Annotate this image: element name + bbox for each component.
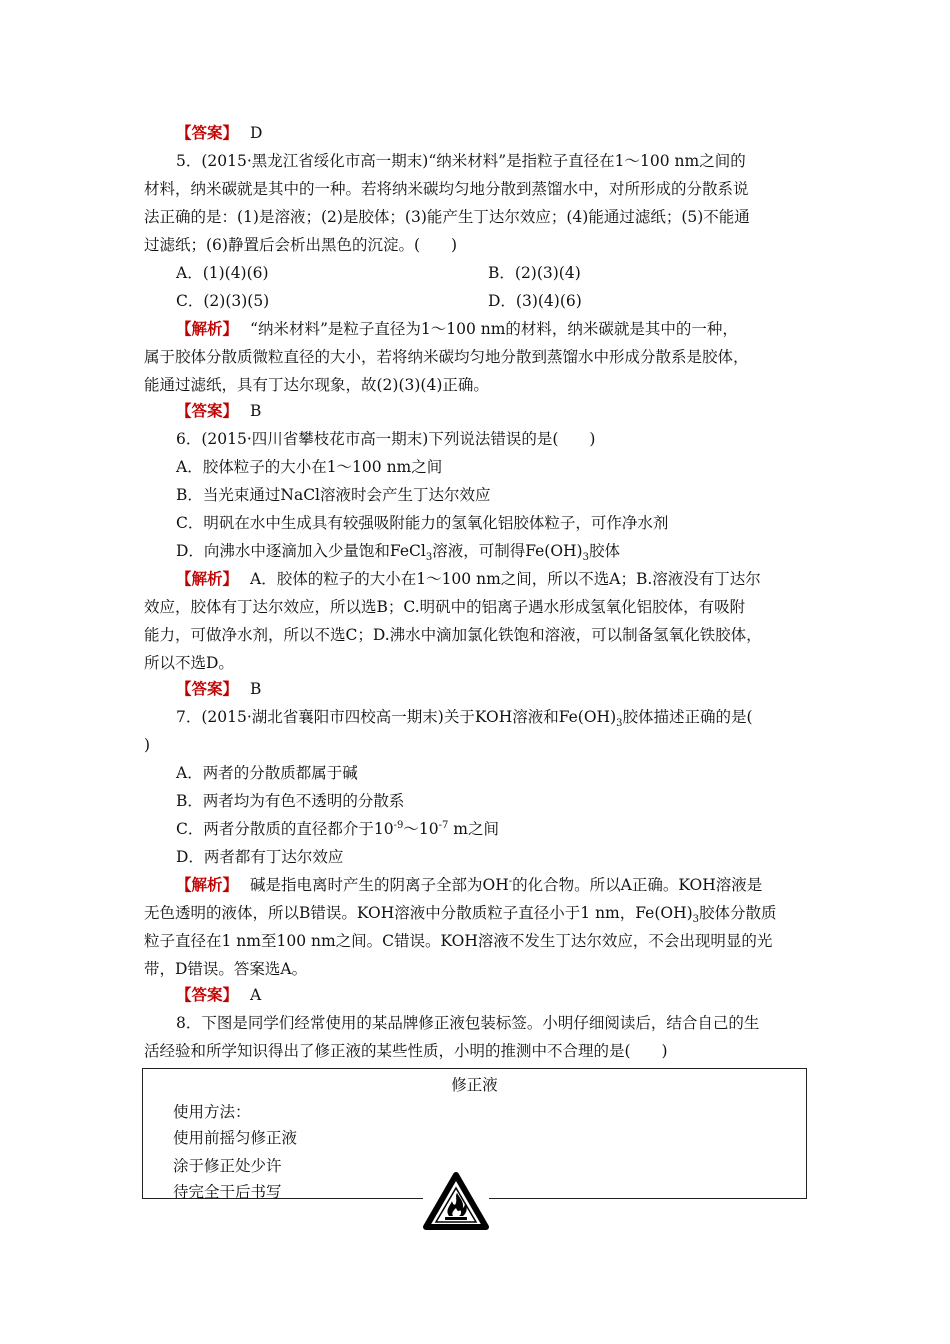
- q5-stem-line-2: 材料，纳米碳就是其中的一种。若将纳米碳均匀地分散到蒸馏水中，对所形成的分散系说: [144, 180, 749, 198]
- q7-stem-line-2: ): [144, 736, 151, 754]
- answer-tag: 【答案】: [176, 679, 239, 698]
- q7-analysis-line-2: [144, 903, 777, 926]
- q6-option-c: C．明矾在水中生成具有较强吸附能力的氢氧化铝胶体粒子，可作净水剂: [176, 514, 669, 532]
- q7-option-d: D．两者都有丁达尔效应: [176, 848, 344, 866]
- superscript: -7: [438, 819, 449, 831]
- q5-stem-line-3: 法正确的是：(1)是溶液；(2)是胶体；(3)能产生丁达尔效应；(4)能通过滤纸；(5)不能通: [144, 208, 750, 226]
- q7-answer-line: [176, 985, 261, 1005]
- q7-stem-part1: 7．(2015·湖北省襄阳市四校高一期末)关于KOH溶液和Fe(OH): [176, 708, 617, 726]
- subscript: 3: [425, 552, 433, 564]
- label-line-2: 使用前摇匀修正液: [173, 1129, 298, 1147]
- q6-option-d-part3: 胶体: [588, 542, 620, 560]
- superscript: -9: [393, 819, 404, 831]
- q6-option-d-part2: 溶液，可制得Fe(OH): [432, 542, 583, 560]
- answer-tag: 【答案】: [176, 985, 239, 1004]
- q7-analysis-l2-part2: 胶体分散质: [699, 904, 777, 922]
- q5-option-a: A．(1)(4)(6): [176, 264, 269, 282]
- q6-analysis-line-2: 效应，胶体有丁达尔效应，所以选B；C.明矾中的铝离子遇水形成氢氧化铝胶体，有吸附: [144, 598, 746, 616]
- q7-analysis-line-3: 粒子直径在1 nm至100 nm之间。C错误。KOH溶液不发生丁达尔效应，不会出现明显的光: [144, 932, 773, 950]
- q7-analysis-line-4: 带，D错误。答案选A。: [144, 960, 308, 978]
- answer-tag: 【答案】: [176, 401, 239, 420]
- q6-option-b: B．当光束通过NaCl溶液时会产生丁达尔效应: [176, 486, 491, 504]
- q6-stem: 6．(2015·四川省攀枝花市高一期末)下列说法错误的是( ): [176, 430, 596, 448]
- subscript: 3: [616, 718, 623, 730]
- analysis-tag: 【解析】: [176, 569, 239, 588]
- q7-option-b: B．两者均为有色不透明的分散系: [176, 792, 405, 810]
- q8-stem-line-2: 活经验和所学知识得出了修正液的某些性质，小明的推测中不合理的是( ): [144, 1042, 668, 1060]
- q6-analysis-line-4: 所以不选D。: [144, 654, 234, 672]
- q5-stem-line-4: 过滤纸；(6)静置后会析出黑色的沉淀。( ): [144, 236, 458, 254]
- q7-option-c-part1: C．两者分散质的直径都介于10: [176, 820, 394, 838]
- q6-analysis-line-3: 能力，可做净水剂，所以不选C；D.沸水中滴加氯化铁饱和溶液，可以制备氢氧化铁胶体，: [144, 626, 762, 644]
- q7-stem-line-1: [176, 707, 753, 730]
- q7-option-a: A．两者的分散质都属于碱: [176, 764, 358, 782]
- q7-answer-value: A: [250, 986, 262, 1004]
- q6-analysis-line-1: [176, 569, 761, 589]
- q7-option-c-part2: ～10: [403, 820, 439, 838]
- analysis-tag: 【解析】: [176, 875, 239, 894]
- q7-option-c: [176, 819, 499, 839]
- q7-analysis-part2: 的化合物。所以A正确。KOH溶液是: [512, 876, 763, 894]
- q6-analysis-text: A．胶体的粒子的大小在1～100 nm之间，所以不选A；B.溶液没有丁达尔: [250, 570, 761, 588]
- label-title: 修正液: [451, 1076, 498, 1094]
- answer-tag: 【答案】: [176, 123, 239, 142]
- q7-analysis-l2-part1: 无色透明的液体，所以B错误。KOH溶液中分散质粒子直径小于1 nm，Fe(OH): [144, 904, 693, 922]
- q7-analysis-part1: 碱是指电离时产生的阴离子全部为OH: [250, 876, 509, 894]
- q5-analysis-line-1: [176, 319, 738, 339]
- q6-option-d-part1: D．向沸水中逐滴加入少量饱和FeCl: [176, 542, 426, 560]
- q6-answer-line: [176, 679, 261, 699]
- subscript: 3: [582, 552, 589, 564]
- label-line-4: 待完全干后书写: [173, 1183, 282, 1201]
- q5-stem-line-1: 5．(2015·黑龙江省绥化市高一期末)“纳米材料”是指粒子直径在1～100 nm之间的: [176, 152, 746, 170]
- q6-option-d: [176, 541, 620, 564]
- q5-option-d: D．(3)(4)(6): [488, 292, 582, 310]
- label-line-3: 涂于修正处少许: [173, 1157, 282, 1175]
- q5-analysis-line-3: 能通过滤纸，具有丁达尔现象，故(2)(3)(4)正确。: [144, 376, 489, 394]
- q5-analysis-text: “纳米材料”是粒子直径为1～100 nm的材料，纳米碳就是其中的一种，: [250, 320, 738, 338]
- q5-option-b: B．(2)(3)(4): [488, 264, 581, 282]
- q6-option-a: A．胶体粒子的大小在1～100 nm之间: [176, 458, 443, 476]
- q5-analysis-line-2: 属于胶体分散质微粒直径的大小，若将纳米碳均匀地分散到蒸馏水中形成分散系是胶体，: [144, 348, 749, 366]
- label-line-1: 使用方法：: [173, 1103, 251, 1121]
- q5-answer-line: [176, 401, 261, 421]
- answer-line: [176, 123, 262, 143]
- q5-answer-value: B: [250, 402, 262, 420]
- q5-option-c: C．(2)(3)(5): [176, 292, 270, 310]
- q7-option-c-part3: m之间: [448, 820, 499, 838]
- flammable-warning-icon: [423, 1172, 489, 1230]
- superscript: -: [508, 875, 513, 887]
- analysis-tag: 【解析】: [176, 319, 239, 338]
- q7-analysis-line-1: [176, 875, 762, 895]
- q7-stem-part2: 胶体描述正确的是(: [622, 708, 753, 726]
- answer-value: D: [250, 124, 263, 142]
- subscript: 3: [692, 914, 700, 926]
- q8-stem-line-1: 8．下图是同学们经常使用的某品牌修正液包装标签。小明仔细阅读后，结合自己的生: [176, 1014, 760, 1032]
- q6-answer-value: B: [250, 680, 262, 698]
